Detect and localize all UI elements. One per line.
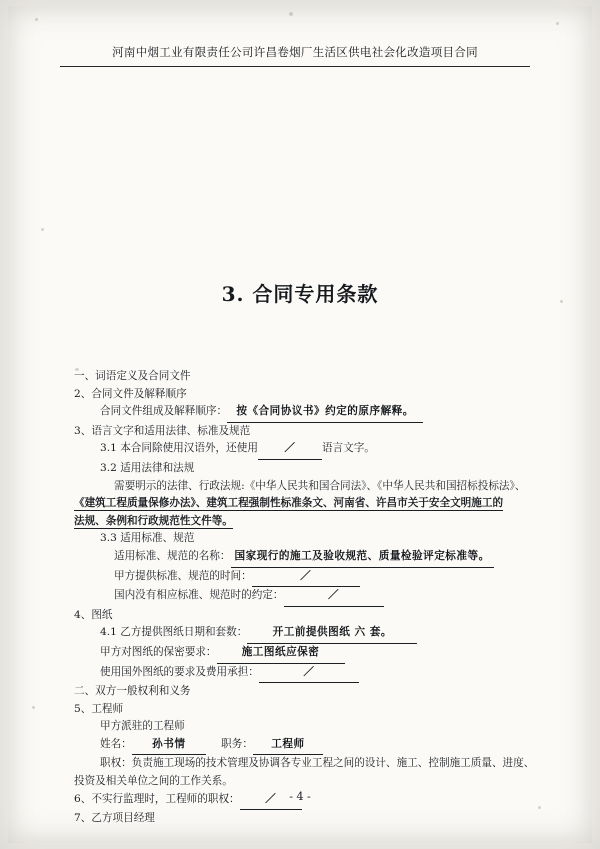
page-number: - 4 -: [289, 790, 311, 803]
clause-3-2-line2: 《建筑工程质量保修办法》、建筑工程强制性标准条文、河南省、许昌市关于安全文明施工的: [74, 497, 504, 510]
document-body: [74, 368, 536, 828]
clause-5-duty-line2: 投资及相关单位之间的工作关系。: [74, 775, 233, 788]
scan-speck: [32, 706, 35, 709]
clause-3-2-line1: 需要明示的法律、行政法规:《中华人民共和国合同法》、《中华人民共和国招标投标法》、: [114, 479, 526, 492]
clause-5-name-row: 姓名： 孙书情 职务： 工程师: [74, 736, 536, 756]
clause-part1: 一、词语定义及合同文件: [74, 370, 191, 382]
fill-standard-time: ／: [252, 568, 360, 588]
scan-speck: [35, 18, 38, 21]
clause-4: 4、图纸: [74, 608, 113, 621]
scan-speck: [289, 12, 293, 16]
page-title: 3. 合同专用条款: [221, 282, 379, 306]
clause-6: 6、不实行监理时，工程师的职权： ／: [74, 791, 536, 811]
clause-3-3-none: 国内没有相应标准、规范时的约定： ／: [74, 587, 536, 607]
header-divider: [60, 66, 530, 67]
clause-4-3: 使用国外图纸的要求及费用承担： ／: [74, 664, 536, 684]
fill-extra-language: ／: [258, 440, 322, 460]
scan-speck: [41, 228, 44, 231]
clause-4-1: 4.1 乙方提供图纸日期和套数： 开工前提供图纸 六 套。: [74, 624, 536, 644]
scan-speck: [538, 806, 541, 809]
fill-contract-order: 按《合同协议书》约定的原序解释。: [227, 403, 423, 423]
scan-speck: [556, 22, 559, 25]
clause-5: 5、工程师: [74, 702, 124, 715]
document-header-title: 河南中烟工业有限责任公司许昌卷烟厂生活区供电社会化改造项目合同: [112, 45, 478, 59]
clause-2: 2、合同文件及解释顺序: [74, 387, 187, 400]
clause-3-3-name: 适用标准、规范的名称： 国家现行的施工及验收规范、质量检验评定标准等。: [74, 548, 536, 568]
clause-3-2-line3: 法规、条例和行政规范性文件等。: [74, 514, 233, 527]
fill-drawing-confidential: 施工图纸应保密: [217, 644, 345, 664]
fill-engineer-authority: ／: [240, 791, 302, 811]
clause-3-2: 3.2 适用法律和法规: [100, 461, 195, 474]
fill-no-standard: ／: [284, 587, 384, 607]
fill-drawing-date: 开工前提供图纸 六 套。: [247, 624, 417, 644]
clause-3-1: 3.1 本合同除使用汉语外，还使用 ／ 语言文字。: [74, 440, 536, 460]
clause-7: 7、乙方项目经理: [74, 812, 155, 825]
fill-engineer-position: 工程师: [253, 736, 323, 756]
fill-standard-name: 国家现行的施工及验收规范、质量检验评定标准等。: [231, 548, 494, 568]
clause-part2: 二、双方一般权利和义务: [74, 685, 191, 698]
clause-3-3-time: 甲方提供标准、规范的时间： ／: [74, 568, 536, 588]
clause-3-3: 3.3 适用标准、规范: [100, 532, 195, 545]
clause-5-engineer: 甲方派驻的工程师: [100, 720, 185, 733]
clause-3: 3、语言文字和适用法律、标准及规范: [74, 424, 251, 437]
clause-4-2: 甲方对图纸的保密要求： 施工图纸应保密: [74, 644, 536, 664]
clause-5-duty-line1: 职权：负责施工现场的技术管理及协调各专业工程之间的设计、施工、控制施工质量、进度、: [100, 757, 535, 770]
fill-foreign-drawing: ／: [259, 664, 359, 684]
clause-2-order: 合同文件组成及解释顺序： 按《合同协议书》约定的原序解释。: [74, 403, 536, 423]
fill-engineer-name: 孙书情: [132, 736, 206, 756]
